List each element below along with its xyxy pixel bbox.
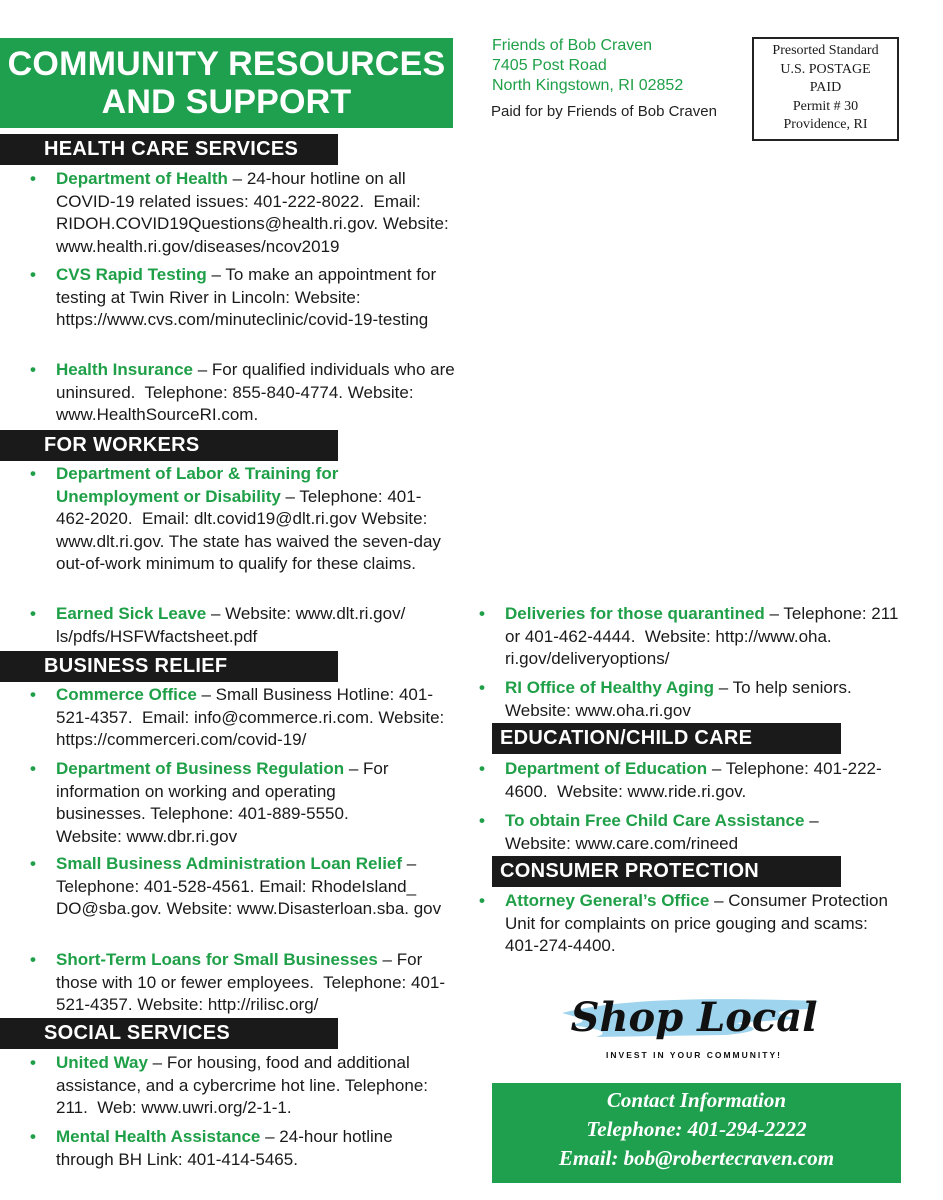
resource-item	[30, 264, 463, 332]
resource-details: – Website: www.care.com/rineed	[505, 811, 824, 853]
resource-item	[479, 603, 912, 671]
bullet-icon: •	[479, 811, 485, 830]
resource-name: Department of Education	[505, 759, 708, 778]
bullet-icon: •	[30, 950, 36, 969]
resource-item	[30, 853, 453, 921]
resource-details: – To make an appointment for testing at Twin River in Lincoln: Website: https://www.cvs.com/minuteclinic/covid-19-testing	[56, 265, 441, 329]
postage-indicia	[752, 37, 899, 141]
resource-item	[30, 463, 446, 576]
resource-details: – Telephone: 401-222-4600. Website: www.ride.ri.gov.	[505, 759, 882, 801]
bullet-icon: •	[30, 1127, 36, 1146]
contact-phone: Telephone: 401-294-2222	[586, 1117, 807, 1141]
bullet-icon: •	[30, 265, 36, 284]
resource-name: United Way	[56, 1053, 148, 1072]
bullet-icon: •	[30, 360, 36, 379]
resource-details: – Telephone: 211 or 401-462-4444. Website: http://www.oha. ri.gov/deliveryoptions/	[505, 604, 904, 668]
shop-local-tagline: INVEST IN YOUR COMMUNITY!	[606, 1050, 782, 1060]
bullet-icon: •	[479, 678, 485, 697]
resource-name: Short-Term Loans for Small Businesses	[56, 950, 378, 969]
resource-name: Commerce Office	[56, 685, 197, 704]
resource-item	[30, 359, 463, 427]
resource-details: – Consumer Protection Unit for complaints on price gouging and scams: 401-274-4400.	[505, 891, 893, 955]
contact-email: Email: bob@robertecraven.com	[558, 1146, 835, 1170]
return-address-name: Friends of Bob Craven	[492, 37, 653, 54]
postage-line-4: Permit # 30	[792, 98, 859, 114]
resource-item	[30, 758, 394, 848]
postage-line-2: U.S. POSTAGE	[780, 61, 871, 77]
resource-item	[479, 890, 902, 958]
shop-local-logo	[556, 985, 826, 1065]
resource-details: – Website: www.dlt.ri.gov/ ls/pdfs/HSFWfactsheet.pdf	[56, 604, 411, 646]
page-title	[0, 38, 453, 128]
resource-item	[479, 810, 872, 855]
bullet-icon: •	[30, 604, 36, 623]
bullet-icon: •	[30, 1053, 36, 1072]
contact-title: Contact Information	[606, 1088, 787, 1112]
section-heading-business: BUSINESS RELIEF	[0, 651, 338, 682]
section-heading-social: SOCIAL SERVICES	[0, 1018, 338, 1049]
title-line-1: COMMUNITY RESOURCES	[7, 45, 446, 83]
resource-details: – For those with 10 or fewer employees. Telephone: 401-521-4357. Website: http://rilisc.org/	[56, 950, 446, 1014]
resource-item	[30, 1126, 443, 1171]
bullet-icon: •	[30, 464, 36, 483]
resource-name: RI Office of Healthy Aging	[505, 678, 715, 697]
resource-details: – Small Business Hotline: 401-521-4357. Email: info@commerce.ri.com. Website: https://commerceri.com/covid-19/	[56, 685, 449, 749]
resource-details: – 24-hour hotline on all COVID-19 related issues: 401-222-8022. Email: RIDOH.COVID19Questions@health.ri.gov. Website: www.health.ri.gov/diseases/ncov2019	[56, 169, 454, 256]
resource-item	[30, 603, 443, 648]
section-heading-health: HEALTH CARE SERVICES	[0, 134, 338, 165]
bullet-icon: •	[30, 854, 36, 873]
postage-line-3: PAID	[809, 80, 842, 95]
return-address-city: North Kingstown, RI 02852	[492, 77, 684, 94]
resource-details: – Telephone: 401-462-2020. Email: dlt.covid19@dlt.ri.gov Website: www.dlt.ri.gov. The state has waived the seven-day out-of-work minimum to qualify for these claims.	[56, 486, 446, 573]
resource-details: – Telephone: 401-528-4561. Email: RhodeIsland_ DO@sba.gov. Website: www.Disasterloan.sba. gov	[56, 854, 442, 918]
resource-details: – 24-hour hotline through BH Link: 401-414-5465.	[56, 1127, 398, 1169]
resource-item	[30, 1052, 448, 1120]
resource-item	[479, 758, 892, 803]
resource-name: Earned Sick Leave	[56, 604, 207, 623]
resource-name: CVS Rapid Testing	[56, 265, 207, 284]
resource-name: Health Insurance	[56, 360, 193, 379]
bullet-icon: •	[479, 891, 485, 910]
shop-local-script: Shop Local	[570, 994, 818, 1041]
resource-name: To obtain Free Child Care Assistance	[505, 811, 805, 830]
resource-item	[30, 684, 453, 752]
bullet-icon: •	[30, 685, 36, 704]
resource-name: Attorney General’s Office	[505, 891, 710, 910]
bullet-icon: •	[30, 169, 36, 188]
resource-item	[30, 949, 458, 1017]
resource-name: Deliveries for those quarantined	[505, 604, 765, 623]
resource-details: – For information on working and operating businesses. Telephone: 401-889-5550. Website: www.dbr.ri.gov	[56, 759, 394, 846]
section-heading-education: EDUCATION/CHILD CARE	[492, 723, 841, 754]
resource-item	[479, 677, 902, 722]
resource-name: Department of Business Regulation	[56, 759, 345, 778]
return-address-street: 7405 Post Road	[492, 57, 607, 74]
bullet-icon: •	[479, 759, 485, 778]
resource-details: – For housing, food and additional assistance, and a cybercrime hot line. Telephone: 211. Web: www.uwri.org/2-1-1.	[56, 1053, 433, 1117]
section-heading-workers: FOR WORKERS	[0, 430, 338, 461]
postage-line-5: Providence, RI	[783, 117, 868, 132]
return-address	[492, 36, 683, 96]
resource-name: Department of Labor & Training for Unemployment or Disability	[56, 464, 339, 506]
resource-item	[30, 168, 463, 258]
contact-information-box	[492, 1083, 901, 1183]
section-heading-consumer: CONSUMER PROTECTION	[492, 856, 841, 887]
postage-line-1: Presorted Standard	[772, 43, 879, 58]
paid-for-notice: Paid for by Friends of Bob Craven	[491, 103, 717, 120]
resource-name: Small Business Administration Loan Relief	[56, 854, 403, 873]
resource-details: – To help seniors. Website: www.oha.ri.gov	[505, 678, 857, 720]
resource-name: Mental Health Assistance	[56, 1127, 261, 1146]
resource-name: Department of Health	[56, 169, 228, 188]
bullet-icon: •	[479, 604, 485, 623]
bullet-icon: •	[30, 759, 36, 778]
title-line-2: AND SUPPORT	[101, 83, 352, 121]
resource-details: – For qualified individuals who are uninsured. Telephone: 855-840-4774. Website: www.HealthSourceRI.com.	[56, 360, 460, 424]
